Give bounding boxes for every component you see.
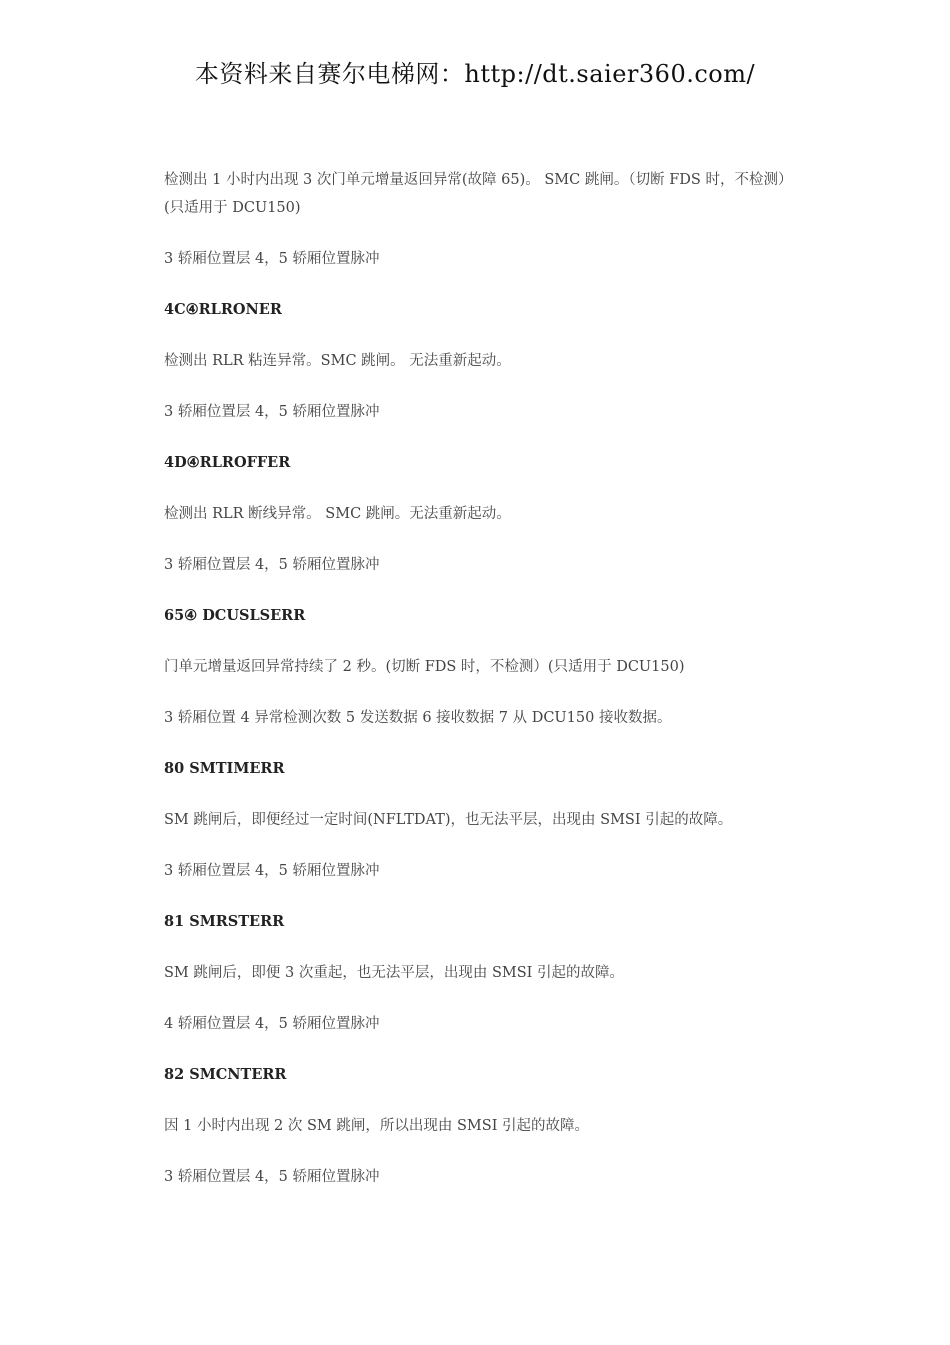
fault-description: 检测出 RLR 断线异常。 SMC 跳闸。无法重新起动。 xyxy=(164,506,511,522)
fault-description: 因 1 小时内出现 2 次 SM 跳闸，所以出现由 SMSI 引起的故障。 xyxy=(164,1118,590,1134)
fault-code-heading: 80 SMTIMERR xyxy=(164,760,285,777)
fault-description: 检测出 1 小时内出现 3 次门单元增量返回异常(故障 65)。 SMC 跳闸。（切断 FDS 时，不检测）(只适用于 DCU150) xyxy=(164,172,793,216)
page-header-source: 本资料来自赛尔电梯网：http://dt.saier360.com/ xyxy=(194,60,756,88)
fault-data-fields: 4 轿厢位置层 4，5 轿厢位置脉冲 xyxy=(164,1016,380,1032)
fault-code-heading: 81 SMRSTERR xyxy=(164,913,285,930)
fault-description: SM 跳闸后，即便 3 次重起，也无法平层，出现由 SMSI 引起的故障。 xyxy=(164,965,624,981)
fault-data-fields: 3 轿厢位置层 4，5 轿厢位置脉冲 xyxy=(164,557,380,573)
fault-data-fields: 3 轿厢位置层 4，5 轿厢位置脉冲 xyxy=(164,1169,380,1185)
fault-data-fields: 3 轿厢位置层 4，5 轿厢位置脉冲 xyxy=(164,404,380,420)
fault-description: SM 跳闸后，即便经过一定时间(NFLTDAT)，也无法平层，出现由 SMSI 引起的故障。 xyxy=(164,812,733,828)
fault-description: 检测出 RLR 粘连异常。SMC 跳闸。 无法重新起动。 xyxy=(164,353,511,369)
document-body xyxy=(164,166,794,1214)
fault-description: 门单元增量返回异常持续了 2 秒。(切断 FDS 时，不检测）(只适用于 DCU150) xyxy=(164,659,685,675)
fault-data-fields: 3 轿厢位置 4 异常检测次数 5 发送数据 6 接收数据 7 从 DCU150 接收数据。 xyxy=(164,710,672,726)
fault-data-fields: 3 轿厢位置层 4，5 轿厢位置脉冲 xyxy=(164,251,380,267)
fault-code-heading: 4D④RLROFFER xyxy=(164,454,291,471)
fault-code-heading: 65④ DCUSLSERR xyxy=(164,607,306,624)
fault-code-heading: 4C④RLRONER xyxy=(164,301,282,318)
fault-data-fields: 3 轿厢位置层 4，5 轿厢位置脉冲 xyxy=(164,863,380,879)
fault-code-heading: 82 SMCNTERR xyxy=(164,1066,287,1083)
